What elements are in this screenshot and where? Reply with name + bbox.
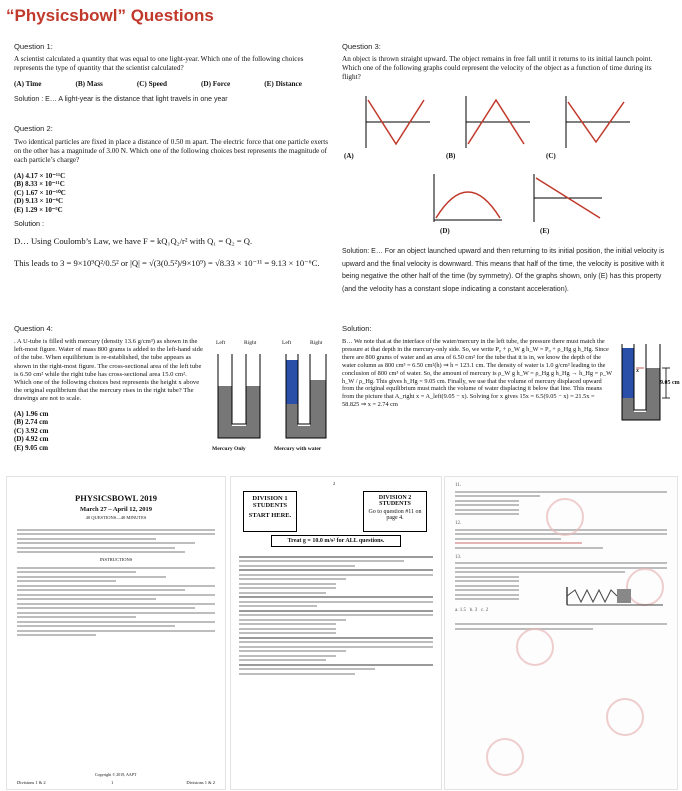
q1-heading: Question 1: — [14, 42, 53, 51]
q1-choice-e: (E) Distance — [264, 80, 302, 88]
q4-choice-e: (E) 9.05 cm — [14, 443, 49, 452]
q3-label-e: (E) — [540, 227, 550, 235]
q4-fig2-left-label: Left — [282, 340, 292, 346]
q3-label-d: (D) — [440, 227, 450, 235]
thumb3-number-13: 13. — [455, 554, 462, 560]
q3-graph-c — [548, 92, 634, 152]
q4-solution-text: B… We note that at the interface of the water/mercury in the left tube, the pressure there must match the pressure at that depth in the mercury-only side. So, we write P₀ + ρ_W g h_W = P₀ + ρ_Hg g h_Hg. Since there are 800 grams of water and an area of 6.50 cm² for the tube that it is in, we know the depth of the water column as 800 cm³ = 6.50 cm²(h) ⇒ h = 123.1 cm. The density of water is 1.0 g/cm³ leading to the conclusion of 800 cm³ of water. So, the amount of mercury is ρ_W g h_W = ρ_Hg g h_Hg → h_Hg = ρ_W h_W / ρ_Hg. This gives h_Hg = 9.05 cm. Finally, we use that the volume of mercury displaced upward from the original equilibrium must match the volume of water displacing it below that line. This means from the picture that A_right x = A_left(9.05 − x). Solving for x gives 15x = 6.5(9.05 − x) = 21.5x = 58.825 ⇒ x = 2.74 cm — [342, 338, 612, 409]
q1-text: A scientist calculated a quantity that was equal to one light-year. Which one of the following choices represents the type of quantity that the scientist calculated? — [14, 55, 304, 72]
q2-heading: Question 2: — [14, 124, 53, 133]
thumb-page-3 — [444, 476, 678, 790]
thumb2-page-num: 2 — [333, 481, 336, 486]
q1-solution: Solution : E… A light-year is the distance that light travels in one year — [14, 96, 228, 103]
thumb2-div1-label: DIVISION 1 STUDENTS — [252, 495, 288, 509]
thumb2-div1-box — [243, 491, 297, 532]
q1-choice-b: (B) Mass — [75, 80, 103, 88]
thumb1-date: March 27 – April 12, 2019 — [79, 506, 153, 513]
thumb3-number-11: 11. — [455, 483, 462, 488]
thumb1-instr: INSTRUCTIONS — [99, 557, 133, 562]
q4-fig-caption-1: Mercury Only — [212, 446, 246, 452]
q4-fig-caption-2: Mercury with water — [274, 446, 322, 452]
q4-choice-b: (B) 2.74 cm — [14, 418, 49, 427]
thumb2-goto-label: Go to question #11 on page 4. — [368, 509, 422, 521]
thumb2-div2-box — [363, 491, 427, 532]
thumb1-title: PHYSICSBOWL 2019 — [75, 493, 157, 503]
thumb-page-2 — [230, 476, 442, 790]
q3-label-c: (C) — [546, 152, 556, 160]
thumb2-div2-label: DIVISION 2 STUDENTS — [378, 495, 412, 507]
q3-label-b: (B) — [446, 152, 456, 160]
thumb2-start-label: START HERE. — [248, 512, 292, 519]
q2-choice-b: (B) 8.33 × 10⁻¹¹C — [14, 180, 65, 189]
q2-choices — [14, 172, 66, 214]
q1-choice-a: (A) Time — [14, 80, 42, 88]
q3-graph-e — [520, 170, 606, 226]
q3-text: An object is thrown straight upward. The object remains in free fall until it returns to its initial launch point. Which one of the following graphs could represent the velocity of the object as a function of time during its flight? — [342, 55, 653, 81]
thumb1-footer-right: Divisions 1 & 2 — [186, 780, 215, 785]
q1-choice-d: (D) Force — [201, 80, 231, 88]
q3-graph-d — [420, 170, 506, 226]
thumb3-number-12: 12. — [455, 521, 462, 526]
thumb1-footer-mid: Copyright © 2019, AAPT — [95, 772, 137, 777]
q2-text: Two identical particles are fixed in place a distance of 0.50 m apart. The electric force that one particle exerts on the other has a magnitude of 3.00 N. Which one of the following choices best represents the magnitude of each particle’s charge? — [14, 138, 329, 164]
thumb3-watermark — [445, 477, 677, 789]
q4-text: . A U-tube is filled with mercury (density 13.6 g/cm³) as shown in the left-most figure. Water of mass 800 grams is added to the left-hand side of the tube. When equilibrium is re-established, the tube appears as shown in the right-most figure. The cross-sectional area of the left tube is 6.50 cm² while the right tube has cross-sectional area 15.0 cm². Which one of the following choices best represents the height x above the original equilibrium that the mercury rises in the right tube? The drawings are not to scale. — [14, 338, 203, 403]
q2-solution-label: Solution : — [14, 219, 44, 228]
q3-graph-a — [348, 92, 434, 152]
q4-choice-d: (D) 4.92 cm — [14, 435, 49, 444]
thumb3-choice-c: c. 2 — [480, 608, 489, 613]
q4-choice-a: (A) 1.96 cm — [14, 410, 49, 418]
q4-solution-heading: Solution: — [342, 324, 372, 333]
q2-choice-a: (A) 4.17 × 10⁻¹¹C — [14, 172, 66, 180]
q4-choices — [14, 410, 48, 452]
q2-choice-c: (C) 1.67 × 10⁻¹⁰C — [14, 188, 66, 197]
q1-choices — [14, 80, 336, 88]
thumb3-choice-a: a. 1.5 — [455, 608, 466, 613]
q4-choice-c: (C) 3.92 cm — [14, 426, 49, 435]
thumb3-choice-b: b. 3 — [469, 608, 478, 613]
q1-choice-c: (C) Speed — [136, 80, 167, 88]
q3-solution: Solution: E… For an object launched upward and then returning to its initial position, the initial velocity is upward and the final velocity is downward. This means that half of the time, the velocity is positive with it being negative the other half of the time (by symmetry). Of the graphs shown, only (E) has this property (and the velocity has a constant slope indicating a constant acceleration). — [342, 248, 665, 293]
q3-label-a: (A) — [344, 152, 354, 160]
q4-solution-dim-label: 9.05 cm — [660, 380, 680, 386]
q4-fig-right-label: Right — [244, 340, 257, 346]
thumb3-spring-figure — [565, 585, 665, 607]
q4-fig-left-label: Left — [216, 340, 226, 346]
thumb1-sub: 40 QUESTIONS—40 MINUTES — [85, 515, 147, 520]
q2-choice-d: (D) 9.13 × 10⁻⁶C — [14, 197, 64, 206]
q3-heading: Question 3: — [342, 42, 381, 51]
q3-graph-b — [448, 92, 534, 152]
q4-heading: Question 4: — [14, 324, 53, 333]
thumb2-treat: Treat g = 10.0 m/s² for ALL questions. — [271, 535, 401, 547]
page-title: “Physicsbowl” Questions — [6, 6, 214, 25]
q4-solution-x-label: x — [636, 368, 639, 374]
q4-fig2-right-label: Right — [310, 340, 323, 346]
thumb-page-1 — [6, 476, 226, 790]
q4-utube-figure — [210, 346, 340, 456]
q2-solution-line1: D… Using Coulomb’s Law, we have F = kQ₁Q₂/r² with Q₁ = Q₂ = Q. — [14, 236, 253, 246]
thumb1-footer-left: Divisions 1 & 2 — [17, 780, 46, 785]
thumb1-footer-page: 1 — [111, 780, 114, 785]
q2-choice-e: (E) 1.29 × 10⁻⁵C — [14, 205, 63, 214]
q2-solution-line2: This leads to 3 = 9×10⁹Q²/0.5² or |Q| = √(3(0.5²)/9×10⁹) = √8.33 × 10⁻¹¹ = 9.13 × 10⁻⁶C. — [14, 258, 320, 268]
